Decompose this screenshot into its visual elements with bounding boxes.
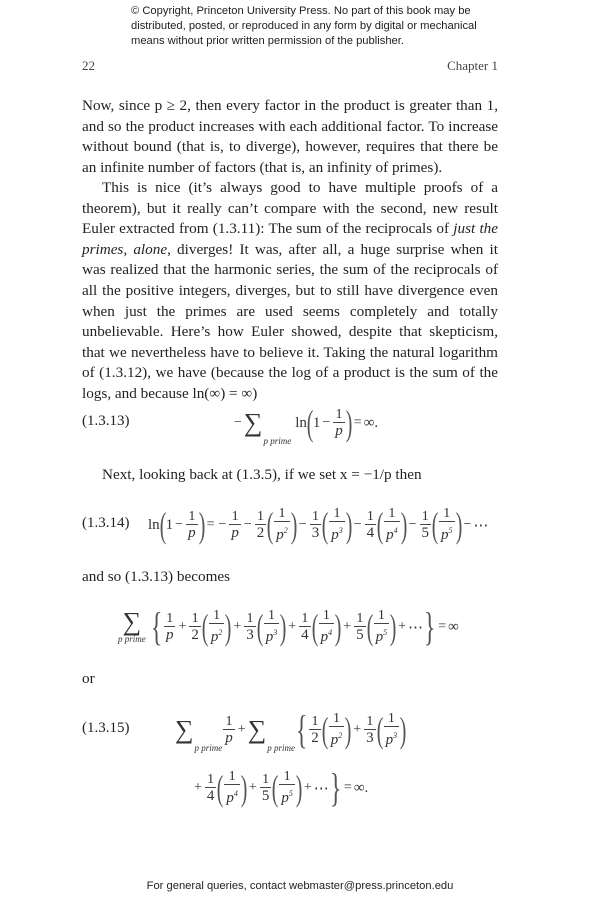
- equation-label-1-3-15: (1.3.15): [82, 720, 130, 736]
- equation-1-3-15-line2: + $\frac{1}{4}$ ( $\frac{1}{p^4}$ ) + $\frac{1}{5}$ ( $\frac{1}{p^5}$ ) + ⋯ } = ∞.: [194, 765, 369, 810]
- equation-label-1-3-14: (1.3.14): [82, 515, 130, 531]
- paragraph-2-text-b: , diverges! It was, after all, a huge surprise when it was realized that the harmonic series, the sum of the reciprocals of all the positive integers, diverges, but to still have divergence even when just the primes are used seems completely and totally unbelievable. Here’s how Euler showed, despite that skepticism, that we nevertheless have to believe it. Taking the natural logarithm of (1.3.12), we have (because the log of a product is the sum of the logs, and because ln(∞) = ∞): [82, 240, 498, 402]
- next-line: Next, looking back at (1.3.5), if we set x = −1/p then: [102, 466, 422, 483]
- equation-label-1-3-13: (1.3.13): [82, 413, 130, 429]
- page-number: 22: [82, 58, 95, 73]
- equation-unnumbered: ∑ p prime { $\frac{1}{p}$ + $\frac{1}{2}$ ( $\frac{1}{p^2}$ ) + $\frac{1}{3}$ ( $\frac{1}{p^3}$ ) + $\frac{1}{4}$ ( $\frac{1}{p^4}$ ) + $\frac{1}{5}$ ( $\frac{1}{p^5}$ ) + ⋯ } = ∞: [118, 604, 459, 649]
- or-line: or: [82, 670, 95, 687]
- paragraph-1-text: Now, since p ≥ 2, then every factor in the product is greater than 1, and so the product increases with each additional factor. To increase without bound (that is, to diverge), however, requires that there be an infinite number of factors (that is, an infinity of primes).: [82, 97, 498, 176]
- sigma-symbol: ∑: [243, 408, 263, 437]
- footer-contact: For general queries, contact webmaster@press.princeton.edu: [146, 880, 454, 892]
- copyright-notice: © Copyright, Princeton University Press. No part of this book may be distributed, posted, or reproduced in any form by digital or mechanical means without prior written permission of the publisher.: [131, 5, 477, 47]
- equation-1-3-14: ln ( 1 − $\frac{1}{p}$ ) = − $\frac{1}{p}$ − $\frac{1}{2}$ ( $\frac{1}{p^2}$ ) − $\frac{1}{3}$ ( $\frac{1}{p^3}$ ) − $\frac{1}{4}$ ( $\frac{1}{p^4}$ ) − $\frac{1}{5}$ ( $\frac{1}{p^5}$ ) − ⋯: [148, 505, 489, 545]
- equation-1-3-15-line1: ∑ p prime $\frac{1}{p}$ + ∑ p prime { $\frac{1}{2}$ ( $\frac{1}{p^2}$ ) + $\frac{1}{3}$ ( $\frac{1}{p^3}$ ): [175, 707, 407, 753]
- paragraph-2-text-a: This is nice (it’s always good to have multiple proofs of a theorem), but it really can’t compare with the second, new result Euler extracted from (1.3.11): The sum of the reciprocals of: [82, 179, 498, 238]
- paragraph-2: [82, 178, 498, 405]
- equation-1-3-13: − ∑ p prime ln ( 1 − $\frac{1}{p}$ ) = ∞.: [234, 403, 379, 446]
- emphasis-primes-alone: just the primes, alone: [82, 220, 498, 258]
- and-so-line: and so (1.3.13) becomes: [82, 568, 231, 585]
- chapter-title: Chapter 1: [447, 58, 498, 73]
- paragraph-1: [82, 96, 498, 178]
